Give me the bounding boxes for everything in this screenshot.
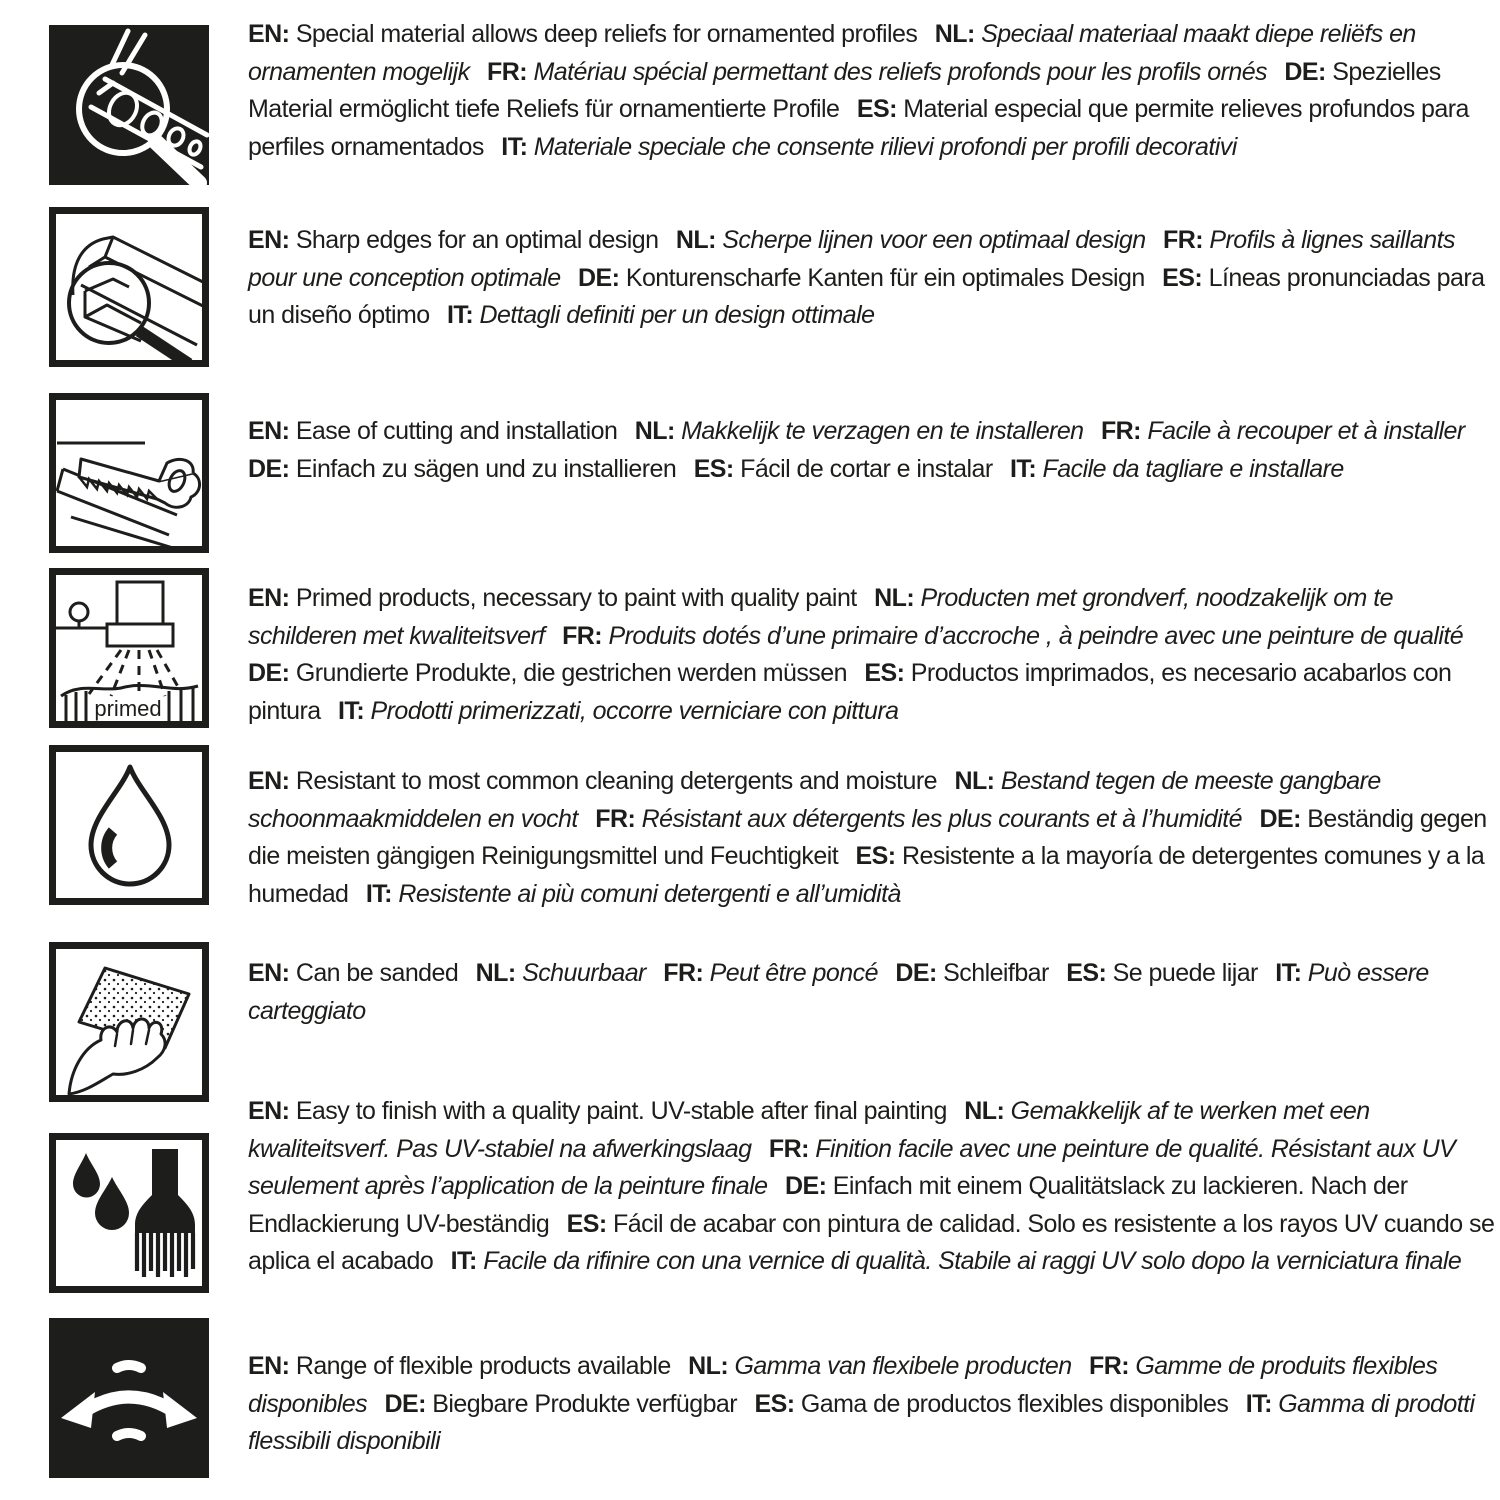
feature-description: Material especial que permite relieves profundos para perfiles ornamentados — [248, 95, 1469, 161]
lang-label: ES: — [693, 454, 734, 483]
feature-description: Resistente a la mayoría de detergentes comunes y a la humedad — [248, 842, 1485, 908]
feature-description: Facile à recouper et à installer — [1147, 417, 1465, 445]
feature-description: Primed products, necessary to paint with quality paint — [295, 584, 857, 612]
feature-description: Matériau spécial permettant des reliefs profonds pour les profils ornés — [533, 57, 1268, 86]
lang-label: NL: — [934, 20, 975, 48]
feature-description: Einfach zu sägen und zu installieren — [295, 454, 677, 483]
feature-description: Può essere carteggiato — [248, 959, 1429, 1025]
lang-label: NL: — [688, 1352, 729, 1380]
lang-label: IT: — [501, 132, 528, 161]
feature-description: Gama de productos flexibles disponibles — [800, 1389, 1229, 1418]
feature-description: Producten met grondverf, noodzakelijk om te schilderen met kwaliteitsverf — [248, 584, 1393, 650]
lang-segment — [754, 1390, 1228, 1418]
feature-description: Facile da rifinire con una vernice di qualità. Stabile ai raggi UV solo dopo la verniciatura finale — [483, 1247, 1462, 1275]
feature-description: Spezielles Material ermöglicht tiefe Reliefs für ornamentierte Profile — [248, 57, 1441, 123]
feature-description: Fácil de cortar e instalar — [740, 454, 993, 483]
feature-description: Fácil de acabar con pintura de calidad. Solo es resistente a los rayos UV cuando se aplica el acabado — [248, 1209, 1495, 1275]
lang-label: NL: — [954, 767, 995, 795]
feature-description: Profils à lignes saillants pour une conception optimale — [248, 226, 1455, 292]
lang-label: EN: — [248, 1097, 290, 1125]
lang-label: NL: — [964, 1097, 1005, 1125]
feature-description: Líneas pronunciadas para un diseño óptimo — [248, 263, 1485, 329]
lang-label: IT: — [450, 1247, 477, 1275]
feature-description: Se puede lijar — [1112, 959, 1258, 987]
lang-label: EN: — [248, 1352, 290, 1380]
lang-label: ES: — [864, 659, 905, 687]
lang-label: FR: — [1162, 226, 1203, 254]
lang-label: NL: — [475, 959, 516, 987]
lang-label: FR: — [768, 1134, 809, 1163]
lang-label: ES: — [856, 95, 897, 123]
lang-label: FR: — [562, 621, 603, 650]
lang-label: ES: — [1162, 263, 1203, 292]
lang-label: NL: — [675, 226, 716, 254]
feature-description: Facile da tagliare e installare — [1042, 454, 1344, 483]
feature-description: Biegbare Produkte verfügbar — [432, 1389, 738, 1418]
feature-description: Can be sanded — [295, 959, 459, 987]
feature-description: Einfach mit einem Qualitätslack zu lackieren. Nach der Endlackierung UV-beständig — [248, 1172, 1408, 1238]
flexible-icon — [48, 1318, 210, 1478]
lang-segment — [384, 1390, 737, 1418]
feature-description: Ease of cutting and installation — [295, 417, 618, 445]
feature-description: Resistente ai più comuni detergenti e all’umidità — [398, 879, 901, 908]
feature-description: Finition facile avec une peinture de qualité. Résistant aux UV seulement après l’application de la peinture finale — [248, 1134, 1456, 1200]
lang-label: DE: — [384, 1389, 426, 1418]
lang-label: DE: — [248, 454, 290, 483]
feature-description: Beständig gegen die meisten gängigen Reinigungsmittel und Feuchtigkeit — [248, 804, 1487, 870]
lang-label: FR: — [1088, 1352, 1129, 1380]
feature-description: Schleifbar — [943, 959, 1049, 987]
lang-label: EN: — [248, 584, 290, 612]
feature-description: Gamma van flexibele producten — [734, 1352, 1072, 1380]
lang-label: DE: — [578, 263, 620, 292]
feature-description: Bestand tegen de meeste gangbare schoonmaakmiddelen en vocht — [248, 767, 1381, 833]
lang-label: EN: — [248, 20, 290, 48]
feature-description: Special material allows deep reliefs for ornamented profiles — [295, 20, 918, 48]
lang-label: FR: — [595, 804, 636, 833]
feature-description: Schuurbaar — [522, 959, 646, 987]
feature-description: Speciaal materiaal maakt diepe reliëfs en ornamenten mogelijk — [248, 20, 1416, 86]
feature-description: Gamma di prodotti flessibili disponibili — [248, 1389, 1475, 1455]
lang-label: IT: — [338, 696, 365, 725]
primed-label: primed — [94, 696, 162, 721]
lang-label: DE: — [895, 959, 937, 987]
feature-description: Range of flexible products available — [295, 1352, 671, 1380]
lang-label: IT: — [365, 879, 392, 908]
lang-label: ES: — [566, 1209, 607, 1238]
feature-description: Sharp edges for an optimal design — [295, 226, 659, 254]
lang-label: EN: — [248, 767, 290, 795]
lang-label: DE: — [1259, 804, 1301, 833]
feature-description: Peut être poncé — [709, 959, 878, 987]
lang-label: DE: — [248, 659, 290, 687]
feature-description: Konturenscharfe Kanten für ein optimales Design — [625, 263, 1145, 292]
feature-description: Easy to finish with a quality paint. UV-stable after final painting — [295, 1097, 947, 1125]
lang-label: FR: — [487, 57, 528, 86]
feature-description: Gemakkelijk af te werken met een kwaliteitsverf. Pas UV-stabiel na afwerkingslaag — [248, 1097, 1370, 1163]
lang-label: IT: — [1245, 1389, 1272, 1418]
lang-label: IT: — [1010, 454, 1037, 483]
feature-description: Prodotti primerizzati, occorre verniciare con pittura — [370, 696, 899, 725]
lang-label: NL: — [634, 417, 675, 445]
lang-label: FR: — [1100, 417, 1141, 445]
lang-label: ES: — [1066, 959, 1107, 987]
lang-label: FR: — [663, 959, 704, 987]
lang-segment — [688, 1352, 1071, 1380]
feature-description: Scherpe lijnen voor een optimaal design — [722, 226, 1146, 254]
feature-description: Gamme de produits flexibles disponibles — [248, 1352, 1438, 1418]
lang-segment — [248, 1352, 671, 1380]
feature-description: Dettagli definiti per un design ottimale — [479, 301, 875, 329]
lang-label: ES: — [855, 842, 896, 870]
lang-label: IT: — [1275, 959, 1302, 987]
feature-description: Productos imprimados, es necesario acabarlos con pintura — [248, 659, 1452, 725]
feature-description: Makkelijk te verzagen en te installeren — [681, 417, 1084, 445]
lang-label: IT: — [447, 301, 474, 329]
feature-description: Résistant aux détergents les plus courants et à l’humidité — [641, 804, 1243, 833]
lang-label: DE: — [1284, 57, 1326, 86]
lang-label: ES: — [754, 1389, 795, 1418]
lang-label: NL: — [874, 584, 915, 612]
lang-label: DE: — [784, 1172, 827, 1200]
feature-description: Grundierte Produkte, die gestrichen werden müssen — [295, 659, 847, 687]
lang-label: EN: — [248, 959, 290, 987]
feature-description: Resistant to most common cleaning detergents and moisture — [295, 767, 938, 795]
feature-description: Materiale speciale che consente rilievi profondi per profili decorativi — [533, 132, 1237, 161]
feature-text — [248, 1348, 1496, 1461]
lang-label: EN: — [248, 226, 290, 254]
feature-description: Produits dotés d’une primaire d’accroche , à peindre avec une peinture de qualité — [608, 621, 1464, 650]
lang-label: EN: — [248, 417, 290, 445]
